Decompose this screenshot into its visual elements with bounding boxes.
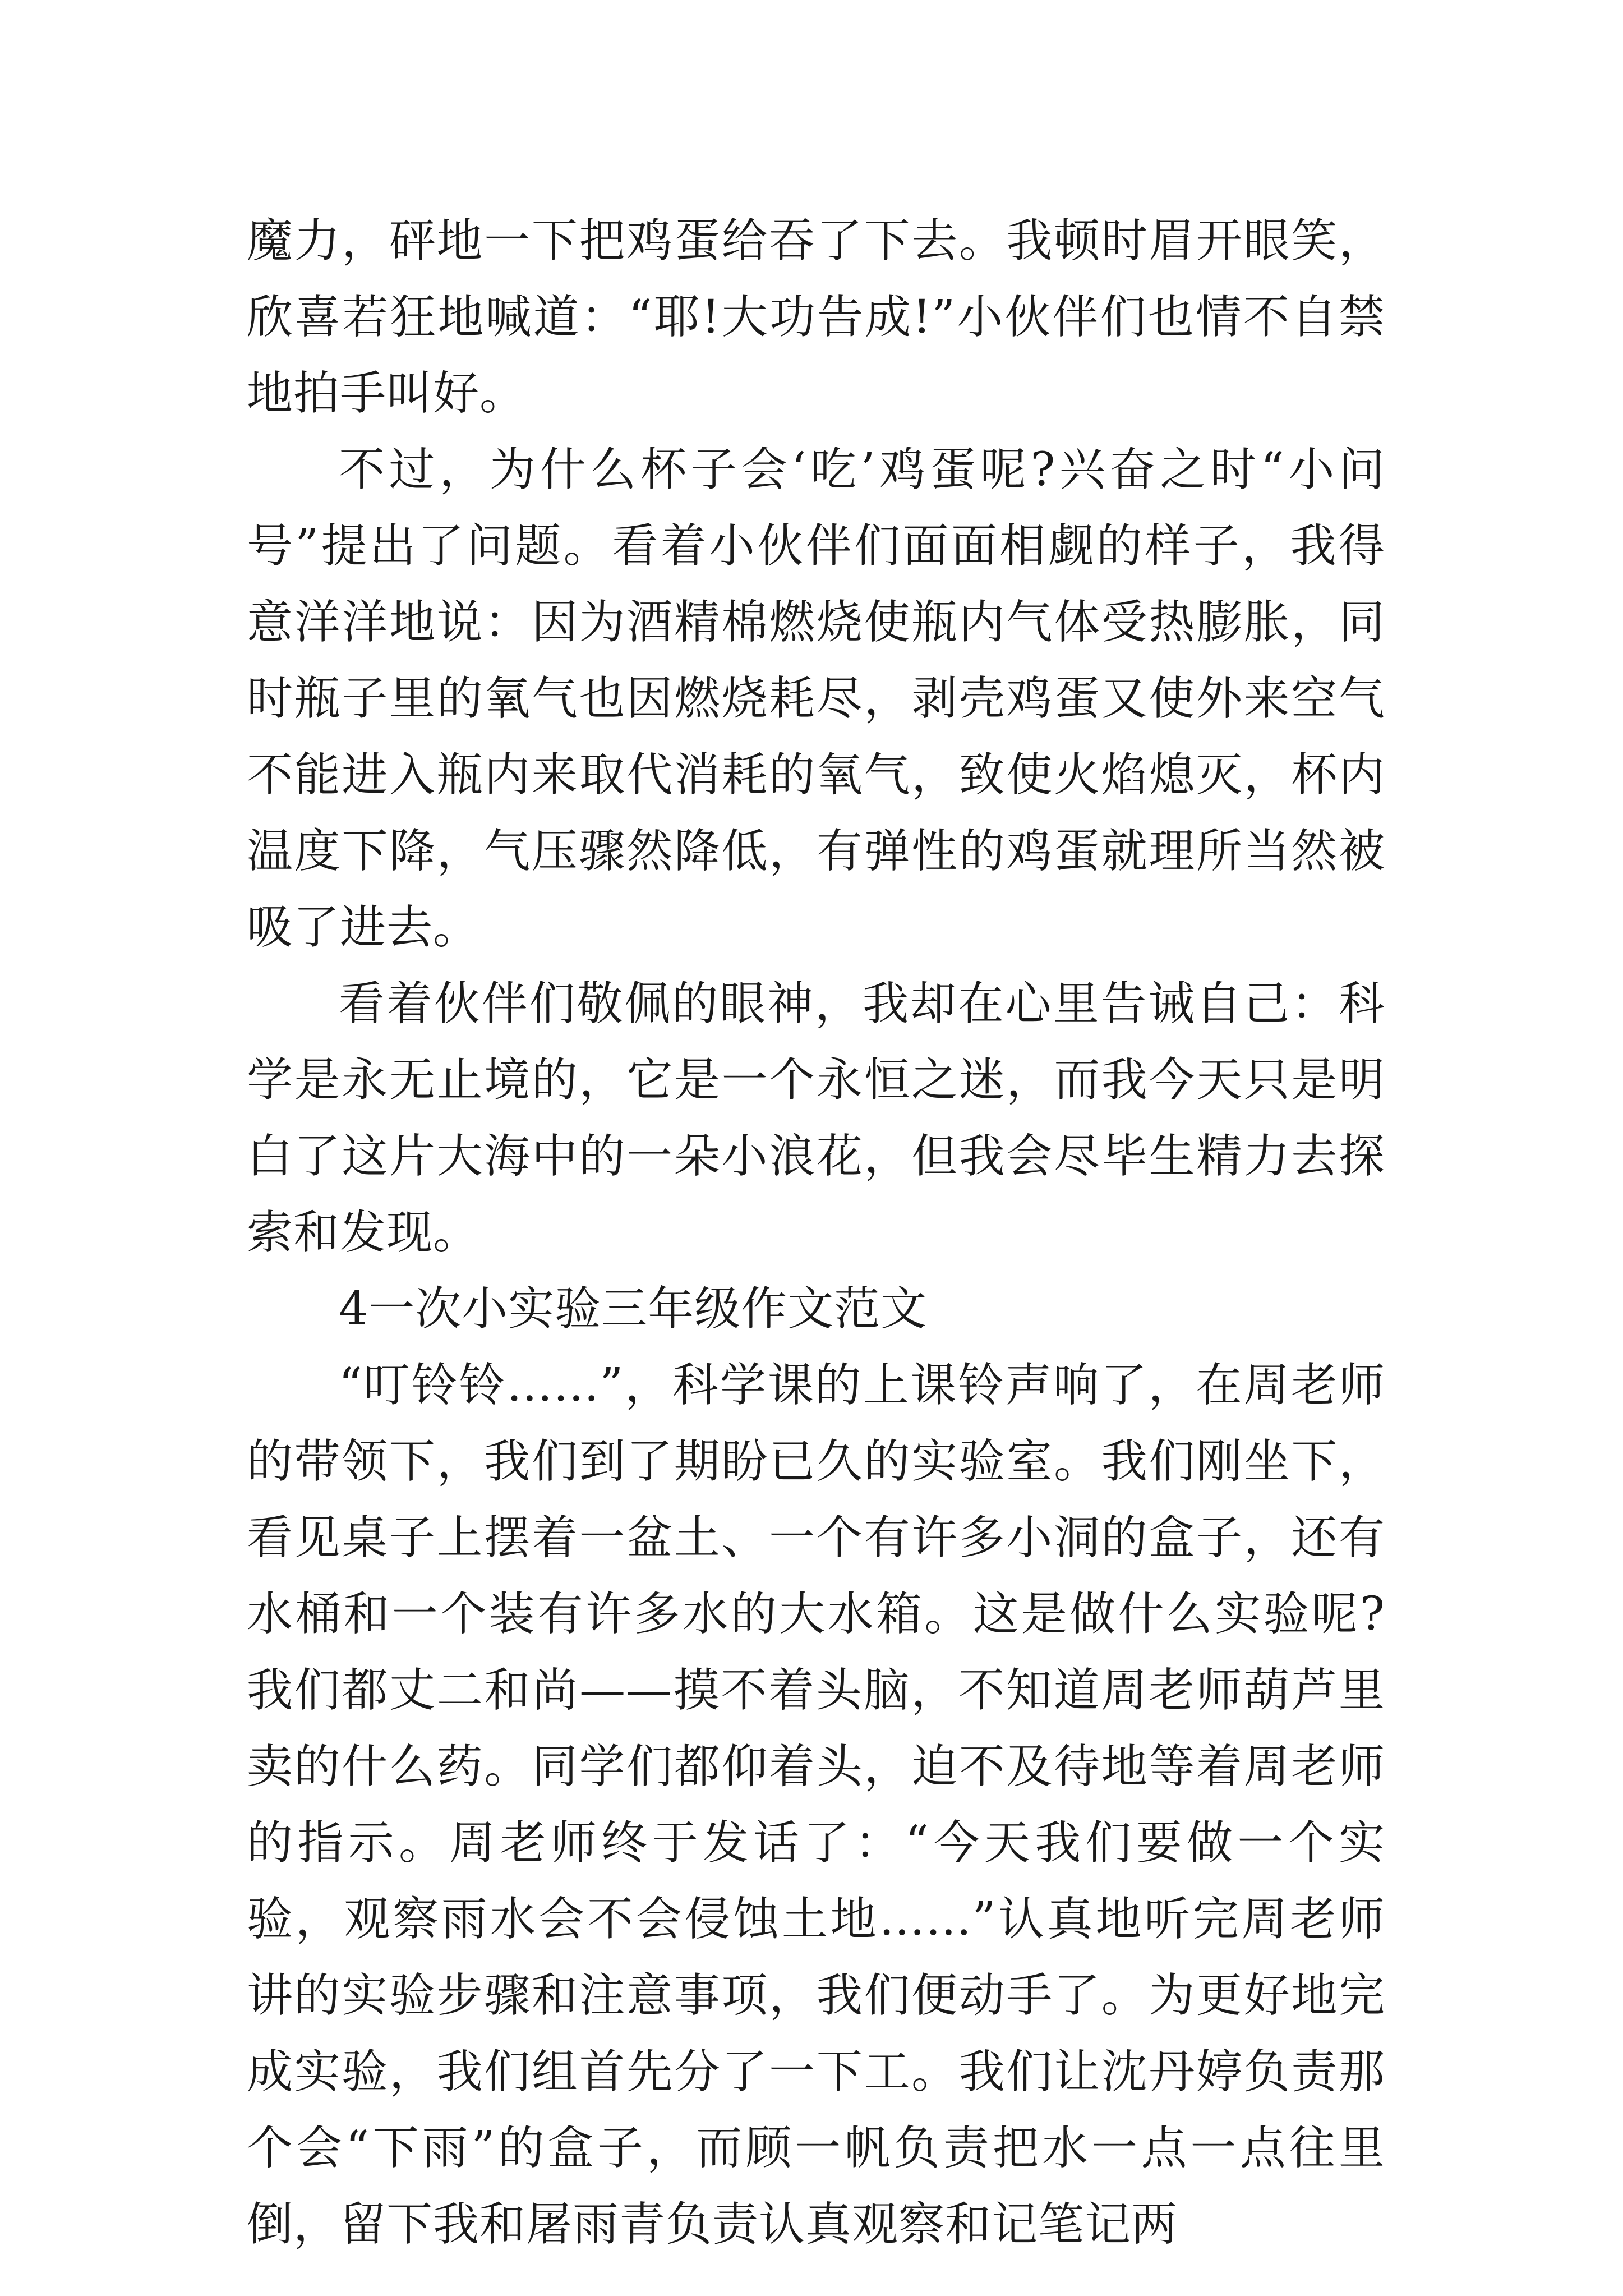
section-heading: 4一次小实验三年级作文范文: [339, 1282, 928, 1336]
paragraph-reflection: 看着伙伴们敬佩的眼神，我却在心里告诫自己：科学是永无止境的，它是一个永恒之迷，而我今天只是明白了这片大海中的一朵小浪花，但我会尽毕生精力去探索和发现。: [247, 977, 1385, 1259]
paragraph-experiment: “叮铃铃……”，科学课的上课铃声响了，在周老师的带领下，我们到了期盼已久的实验室。我们刚坐下，看见桌子上摆着一盆土、一个有许多小洞的盒子，还有水桶和一个装有许多水的大水箱。这是做什么实验呢?我们都丈二和尚——摸不着头脑，不知道周老师葫芦里卖的什么药。同学们都仰着头，迫不及待地等着周老师的指示。周老师终于发话了：“今天我们要做一个实验，观察雨水会不会侵蚀土地……”认真地听完周老师讲的实验步骤和注意事项，我们便动手了。为更好地完成实验，我们组首先分了一下工。我们让沈丹婷负责那个会“下雨”的盒子，而顾一帆负责把水一点一点往里倒，留下我和屠雨青负责认真观察和记笔记两: [247, 1359, 1385, 2251]
paragraph-continuation: 魔力，砰地一下把鸡蛋给吞了下去。我顿时眉开眼笑，欣喜若狂地喊道：“耶!大功告成!”小伙伴们也情不自禁地拍手叫好。: [247, 214, 1385, 420]
document-body: [247, 203, 1385, 2263]
paragraph-explanation: 不过，为什么杯子会‘吃’鸡蛋呢?兴奋之时“小问号”提出了问题。看着小伙伴们面面相觑的样子，我得意洋洋地说：因为酒精棉燃烧使瓶内气体受热膨胀，同时瓶子里的氧气也因燃烧耗尽，剥壳鸡蛋又使外来空气不能进入瓶内来取代消耗的氧气，致使火焰熄灭，杯内温度下降，气压骤然降低，有弹性的鸡蛋就理所当然被吸了进去。: [247, 443, 1385, 954]
